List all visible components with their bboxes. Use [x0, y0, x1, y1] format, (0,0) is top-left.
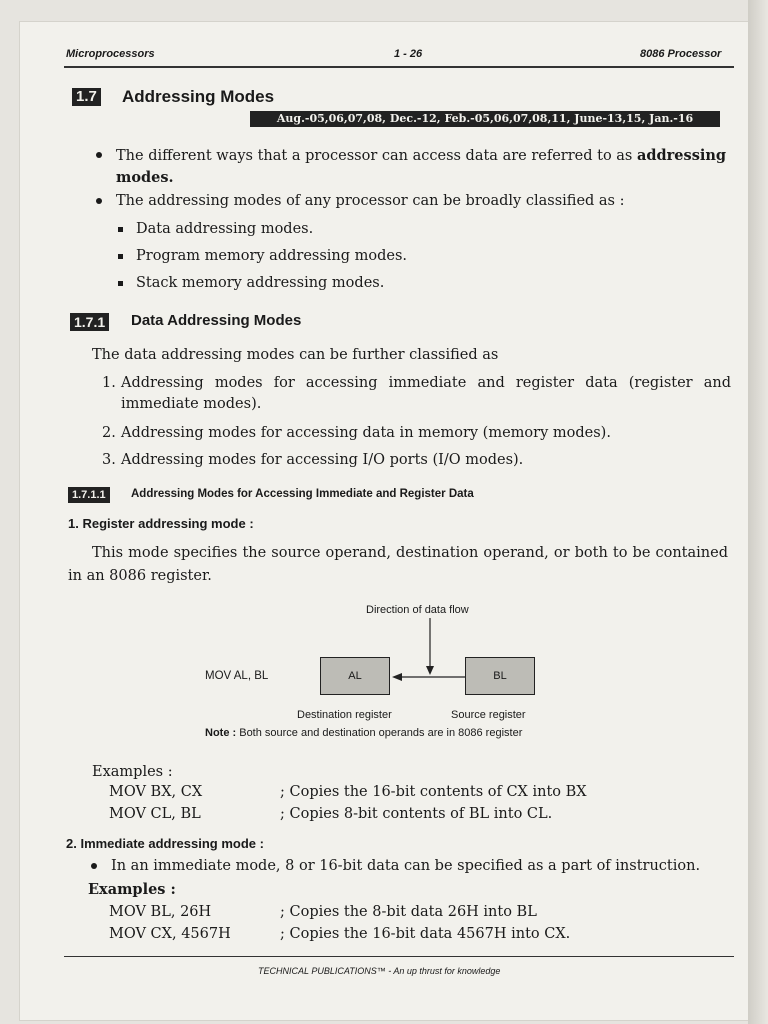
example-comment: ; Copies the 8-bit data 26H into BL	[280, 904, 537, 920]
example-comment: ; Copies the 16-bit contents of CX into BX	[280, 784, 587, 800]
dest-register-label: AL	[348, 670, 362, 682]
exam-dates-banner: Aug.-05,06,07,08, Dec.-12, Feb.-05,06,07,08,11, June-13,15, Jan.-16	[250, 111, 720, 127]
src-register-caption: Source register	[451, 709, 526, 721]
note-text: Both source and destination operands are in 8086 register	[236, 727, 523, 739]
header-page-number: 1 - 26	[394, 48, 423, 60]
src-register-box	[465, 657, 535, 695]
register-mode-heading: 1. Register addressing mode :	[68, 516, 254, 531]
example-comment: ; Copies 8-bit contents of BL into CL.	[280, 806, 553, 822]
bullet-item: The addressing modes of any processor can be broadly classified as :	[116, 191, 625, 212]
list-number: 3.	[102, 452, 116, 468]
header-rule	[64, 66, 734, 68]
paragraph: The data addressing modes can be further classified as	[92, 347, 499, 363]
example-comment: ; Copies the 16-bit data 4567H into CX.	[280, 926, 571, 942]
section-number-1-7-1: 1.7.1	[70, 313, 109, 331]
example-code: MOV CX, 4567H	[109, 926, 231, 942]
examples-label: Examples :	[88, 881, 176, 898]
note-label: Note :	[205, 727, 237, 739]
bullet-item: In an immediate mode, 8 or 16-bit data can be specified as a part of instruction.	[111, 856, 700, 877]
example-code: MOV BX, CX	[109, 784, 203, 800]
dest-register-caption: Destination register	[297, 709, 392, 721]
section-title-addressing-modes: Addressing Modes	[122, 87, 275, 106]
list-number: 1.	[102, 375, 116, 391]
dest-register-box	[320, 657, 390, 695]
bullet-item: The different ways that a processor can access data are referred to as addressing modes.	[116, 145, 736, 189]
register-mode-desc-line1: This mode specifies the source operand, destination operand, or both to be contained	[92, 545, 728, 561]
list-item: Stack memory addressing modes.	[136, 273, 384, 294]
list-number: 2.	[102, 425, 116, 441]
diagram-flow-label: Direction of data flow	[366, 604, 469, 616]
example-code: MOV BL, 26H	[109, 904, 212, 920]
footer-publisher: TECHNICAL PUBLICATIONS™ - An up thrust for knowledge	[258, 966, 501, 976]
list-item-line: Addressing modes for accessing immediate and register data (register and	[121, 375, 731, 391]
section-title-immediate-register-data: Addressing Modes for Accessing Immediate and Register Data	[131, 488, 474, 500]
section-number-1-7: 1.7	[72, 88, 101, 106]
src-register-label: BL	[493, 670, 507, 682]
list-item: Addressing modes for accessing I/O ports (I/O modes).	[121, 452, 524, 468]
footer-rule	[64, 956, 734, 957]
list-item: Data addressing modes.	[136, 219, 313, 240]
header-book-title: Microprocessors	[66, 48, 155, 60]
header-chapter-title: 8086 Processor	[640, 48, 722, 60]
list-item: Program memory addressing modes.	[136, 246, 407, 267]
list-item	[121, 373, 731, 415]
example-code: MOV CL, BL	[109, 806, 201, 822]
section-title-data-addressing-modes: Data Addressing Modes	[131, 312, 302, 329]
diagram-note	[205, 727, 522, 739]
section-number-1-7-1-1: 1.7.1.1	[68, 487, 110, 503]
examples-label: Examples :	[92, 764, 173, 780]
list-item-line: immediate modes).	[121, 396, 262, 412]
immediate-mode-heading: 2. Immediate addressing mode :	[66, 836, 264, 851]
register-mode-desc-line2: in an 8086 register.	[68, 568, 212, 584]
page-edge-shadow	[748, 0, 768, 1024]
diagram-instruction: MOV AL, BL	[205, 670, 269, 682]
list-item: Addressing modes for accessing data in memory (memory modes).	[121, 425, 611, 441]
